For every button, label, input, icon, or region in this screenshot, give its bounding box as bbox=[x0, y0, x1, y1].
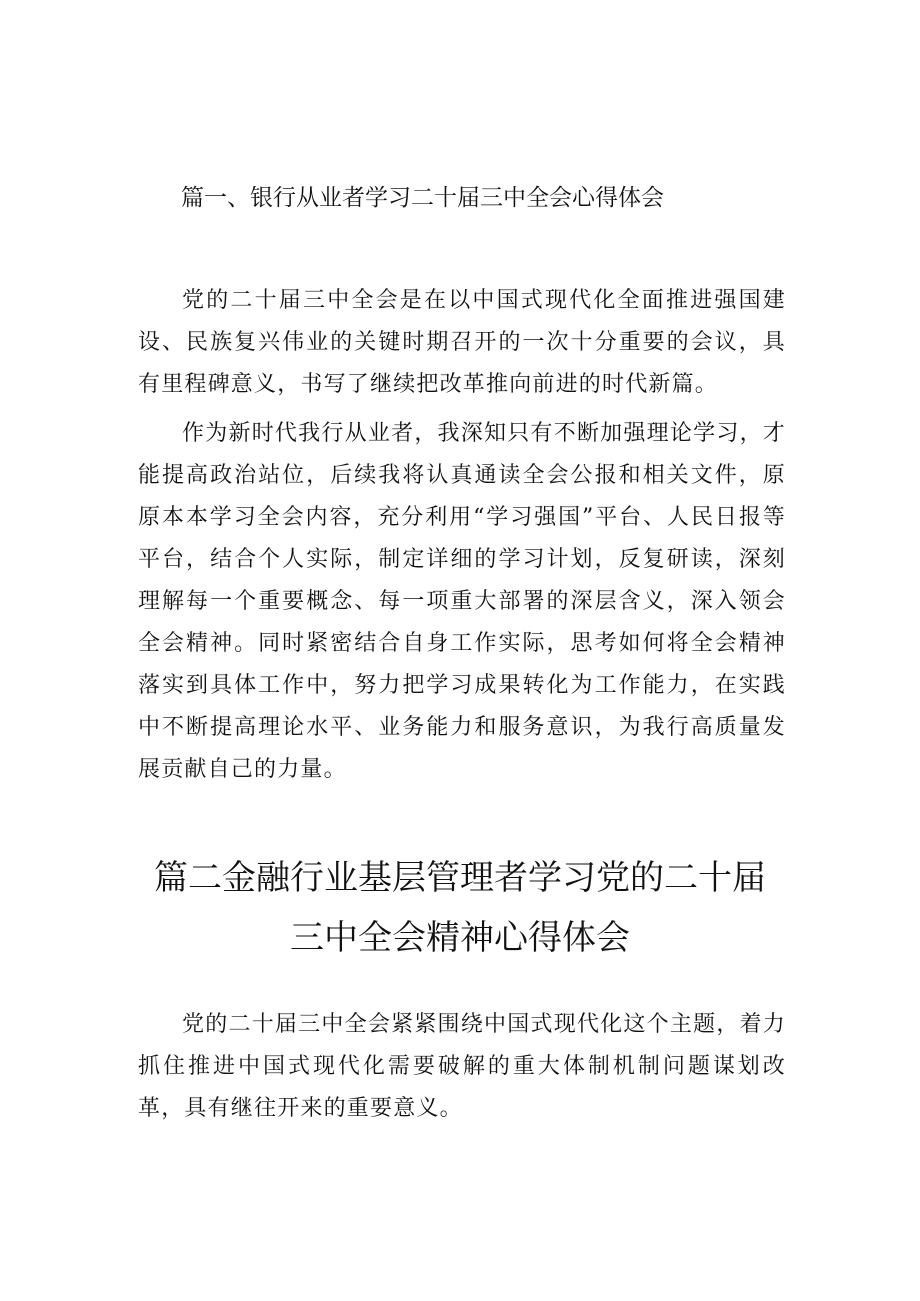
article-1-title: 篇一、银行从业者学习二十届三中全会心得体会 bbox=[181, 185, 664, 211]
article-1-body bbox=[138, 280, 786, 798]
article-2-title-line-1: 篇二金融行业基层管理者学习党的二十届 bbox=[154, 858, 766, 898]
article-2-body bbox=[138, 1004, 786, 1137]
article-2-title-line-2: 三中全会精神心得体会 bbox=[290, 918, 630, 958]
article-2-title bbox=[100, 848, 820, 968]
article-1-paragraph-1: 党的二十届三中全会是在以中国式现代化全面推进强国建设、民族复兴伟业的关键时期召开的一次十分重要的会议，具有里程碑意义，书写了继续把改革推向前进的时代新篇。 bbox=[138, 288, 786, 397]
article-1-paragraph-2: 作为新时代我行从业者，我深知只有不断加强理论学习，才能提高政治站位，后续我将认真通读全会公报和相关文件，原原本本学习全会内容，充分利用“学习强国”平台、人民日报等平台，结合个人实际，制定详细的学习计划，反复研读，深刻理解每一个重要概念、每一项重大部署的深层含义，深入领会全会精神。同时紧密结合自身工作实际，思考如何将全会精神落实到具体工作中，努力把学习成果转化为工作能力，在实践中不断提高理论水平、业务能力和服务意识，为我行高质量发展贡献自己的力量。 bbox=[138, 421, 786, 782]
article-2-paragraph-1: 党的二十届三中全会紧紧围绕中国式现代化这个主题，着力抓住推进中国式现代化需要破解的重大体制机制问题谋划改革，具有继往开来的重要意义。 bbox=[138, 1012, 786, 1121]
